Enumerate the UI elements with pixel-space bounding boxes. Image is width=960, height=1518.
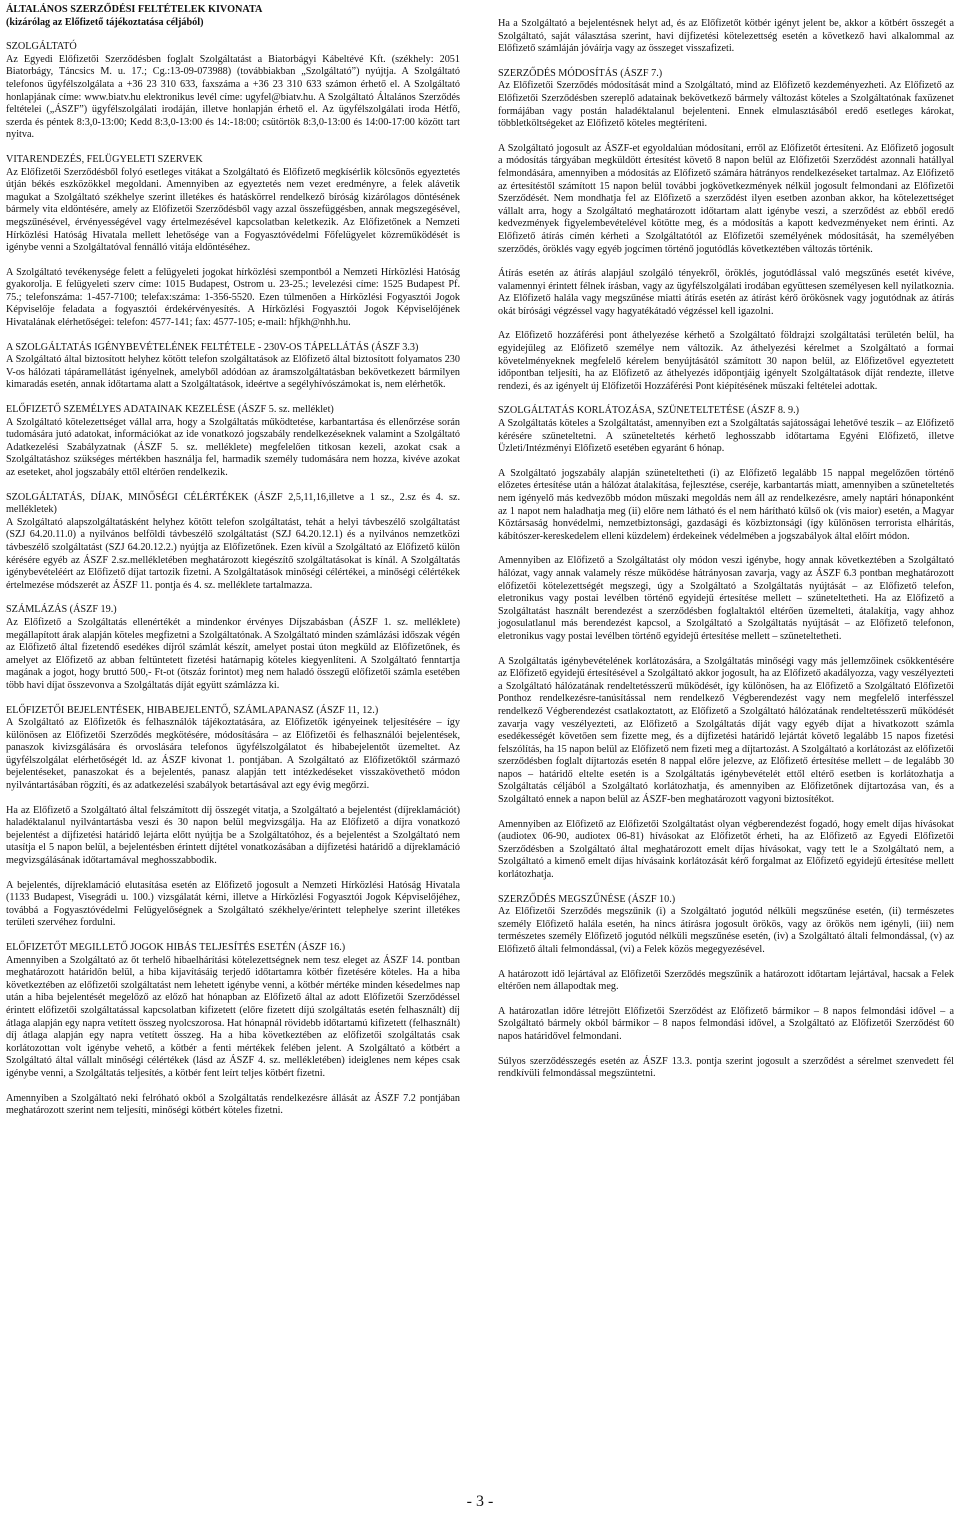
section-heading: SZOLGÁLTATÓ [6, 41, 77, 53]
section-r5 [498, 468, 954, 544]
section-text: Súlyos szerződésszegés esetén az ÁSZF 13.3. pontja szerint jogosult a szerződést a sérelmet szenvedett fél rendkívüli felmondással megszüntetni. [498, 1055, 954, 1080]
section-text: Átírás esetén az átírás alapjául szolgáló tényekről, öröklés, jogutódlással való megszűnés esetét kivéve, valamennyi érintett félnek írásban, vagy az ügyfélszolgálati irodában együttesen személyesen kell nyilatkoznia. Az Előfizető halála vagy megszűnése miatti átírás esetén az átírást kérő örökösnek vagy jogutódnak az átírás okát bírósági végzéssel vagy hagyatékátadó végzéssel kell igazolni. [498, 268, 954, 317]
section-text: Az Egyedi Előfizetői Szerződésben foglalt Szolgáltatást a Biatorbágyi Kábeltévé Kft. (székhely: 2051 Biatorbágy, Táncsics M. u. 17.; Cg.:13-09-073988) (továbbiakban „Szolgáltató”) nyújtja. A Szolgáltató telefonos ügyfélszolgálata a +36 23 310 633, faxszáma a +36 23 310 633 számon érhető el. A Szolgáltató honlapjának címe: www.biatv.hu elektronikus levél címe: ugyfel@biatv.hu. A Szolgáltató Általános Szerződés feltételei („ÁSZF”) ügyfélszolgálati irodáján, illetve honlapján érhető el. Az ügyfélszolgálati iroda Hétfő, szerda és péntek 8:3,0-13:00; Kedd 8:3,0-13:00 és 14:-18:00; csütörtök 8:3,0-13:00 és 14:00-17:00 között tart nyitva. [6, 53, 460, 141]
section-text: Az Előfizetői Szerződés módosítását mind a Szolgáltató, mind az Előfizető kezdeményezheti. Az Előfizető az Előfizetői Szerződésben szereplő adatainak bekövetkező bármely változást köteles a Szolgáltatónak faxüzenet formájában vagy postán haladéktalanul bejelenteni. Ennek elmulasztásából eredő esetleges károkat, többletköltségeket az Előfizető köteles megtéríteni. [498, 80, 954, 130]
document-header [6, 4, 460, 29]
section-heading: SZERZŐDÉS MEGSZŰNÉSE (ÁSZF 10.) [498, 893, 676, 905]
section-igeny [6, 342, 460, 392]
section-adat [6, 404, 460, 480]
section-heading: SZERZŐDÉS MÓDOSÍTÁS (ÁSZF 7.) [498, 67, 663, 79]
section-meg [498, 894, 954, 957]
section-vita [6, 154, 460, 255]
section-felugy [6, 267, 460, 330]
section-text: A Szolgáltató kötelezettséget vállal arra, hogy a Szolgáltatás működtetése, karbantartása és ellenőrzése során tudomására jutó adatokat, információkat az ide vonatkozó jogszabály rendelkezéseknek valamint a Szolgáltató Adatkezelési Szabályzatnak (ÁSZF 5. sz. melléklete) megfelelően titkosan kezeli, azokat csak a Szolgáltatáshoz szükséges mértékben használja fel, harmadik személy tudomására nem hozza, kivéve azokat az eseteket, ahol jogszabály ettől eltérően rendelkezik. [6, 416, 460, 478]
section-heading: ELŐFIZETŐT MEGILLETŐ JOGOK HIBÁS TELJESÍTÉS ESETÉN (ÁSZF 16.) [6, 942, 346, 953]
section-kotb [6, 1093, 460, 1118]
section-heading: ELŐFIZETŐI BEJELENTÉSEK, HIBABEJELENTŐ, SZÁMLAPANASZ (ÁSZF 11, 12.) [6, 704, 379, 716]
section-text: A Szolgáltató jogszabály alapján szüneteltetheti (i) az Előfizető legalább 15 nappal megelőzően történő előzetes értesítése után a hálózat átalakítása, fejlesztése, cseréje, karbantartás miatt, amennyiben a szüneteltetés nem igényelő más kedvezőbb módon műszaki megoldás nem áll az rendelkezésre, amely naptári hónaponként az 1 napot nem haladhatja meg (ii) előre nem látható és el nem hárítható külső ok (vis maior) esetén, a Magyar Köztársaság honvédelmi, nemzetbiztonsági, gazdasági és közbiztonsági (így különösen terrorista elhárítás, kábítószer-kereskedelem elleni küzdelem) érdekeinek védelmében a jogszabályok által előírt módon. [498, 467, 954, 542]
section-heading: SZÁMLÁZÁS (ÁSZF 19.) [6, 604, 117, 616]
section-hibas [6, 942, 460, 1081]
section-text: Amennyiben az Előfizető a Szolgáltatást oly módon veszi igénybe, hogy annak következtében a Szolgáltató hálózat, vagy annak valamely része működése hátrányosan zavarja, vagy az ÁSZF 6.3 pontban meghatározott előfizetői kötelezettségét megszegi, úgy a Szolgáltató a Szolgáltatás nyújtását – az Előfizető telefon, eletronikus vagy postai levélben történő egyidejű értesítése mellett – szüneteltetheti. Ha az Előfizető a Szolgáltatást használt berendezést a szerződésben foglaltaktól eltérően üzemelteti, átalakítja, vagy ahhoz jogosulatlanul más berendezést kapcsol, a Szolgáltató a Szolgáltatás nyújtását – az Előfizető telefonon, eletronikus vagy postai levélben történő egyidejű értesítése mellett – szüneteltetheti. [498, 555, 954, 642]
right-column [498, 18, 954, 1093]
section-heading: ELŐFIZETŐ SZEMÉLYES ADATAINAK KEZELÉSE (ÁSZF 5. sz. melléklet) [6, 404, 334, 416]
section-heading: SZOLGÁLTATÁS KORLÁTOZÁSA, SZÜNETELTETÉSE (ÁSZF 8. 9.) [498, 405, 800, 417]
section-text: Amennyiben az Előfizető az Előfizetői Szolgáltatást olyan végberendezést fogadó, hogy emelt díjas hívásokat (audiotex 06-90, audiotex 06-81) hívásokat az Előfizetőt érheti, ha az Előfizető az Egyedi Előfizetői Szerződésben a Szolgáltató által meghatározott emelt díjas hívásokat, vagy tett le a Szolgáltató nem, a Szolgáltató a kimenő emelt díjas hívásaink korlátozását kérő forgalmat az Előfizető egyidejű értesítése mellett korlátozhatja. [498, 818, 954, 881]
section-r2 [498, 143, 954, 256]
section-text: Az Előfizetői Szerződésből folyó esetleges vitákat a Szolgáltató és Előfizető megkísérlik kölcsönös egyeztetés útján békés eszközökkel megoldani. Amennyiben az egyeztetés nem vezet eredményre, a felek alávetik magukat a Szolgáltató székhelye szerint illetékes és hatáskörrel rendelkező bíróság kizárólagos döntésének bármely vita eldöntésére, amely az Előfizetői Szerződésből vagy azzal összefüggésben, annak megszegésével, megszűnésével, érvényességével vagy értelmezésével kapcsolatban keletkezik. Az Előfizetőnek a Nemzeti Hírközlési Hatóság Hivatala mellett lehetősége van a Fogyasztóvédelmi Főfelügyelet közreműködését is igénybe venni a Szolgáltatóval fennálló vitája eldöntéséhez. [6, 166, 460, 254]
section-heading: A SZOLGÁLTATÁS IGÉNYBEVÉTELÉNEK FELTÉTELE - 230V-OS TÁPELLÁTÁS (ÁSZF 3.3) [6, 341, 419, 353]
section-heading: VITARENDEZÉS, FELÜGYELETI SZERVEK [6, 153, 203, 165]
section-r3 [498, 268, 954, 318]
section-text: A bejelentés, díjreklamáció elutasítása esetén az Előfizető jogosult a Nemzeti Hírközlési Hatóság Hivatala (1133 Budapest, Visegrádi u. 100.) vizsgálatát kérni, illetve a Hírközlési Fogyasztói Jogok Képviselőjéhez, továbbá a Fogyasztóvédelmi Felügyelőségnek a Szolgáltató székhelye/érintett telephelye szerint illetékes területi szervéhez fordulni. [6, 879, 460, 929]
section-reklam [6, 805, 460, 868]
section-text: A Szolgáltató jogosult az ÁSZF-et egyoldalúan módosítani, erről az Előfizetőt értesíteni. Az Előfizető jogosult a módosítás tárgyában megküldött értesítést követő 8 napon belül az Előfizetői Szerződést azonnali hatállyal felmondására, amennyiben a módosítás az Előfizető számára hátrányos rendelkezéseket tartalmaz. Az Előfizető az értesítéstől számított 15 napon belül további jogkövetkezmények nélkül jogosult felmondani az Előfizetői Szerződését. Nem mondhatja fel az Előfizető a szerződést ilyen esetben azonban akkor, ha kötelezettséget vállalt arra, hogy a Szolgáltató meghatározott időtartam alatt igénybe veszi, a szerződést az ebből eredő kedvezmények figyelembevételével kötötte meg, és a módosítás a kapott kedvezményeket nem érinti. Az Előfizető átírás címén kérheti a Szolgáltatótól az Előfizetői személyének módosítását, ha személyében szerződés, öröklés vagy egyéb jogcímen történő jogutódlás következtében változás történik. [498, 142, 954, 255]
section-text: Ha a Szolgáltató a bejelentésnek helyt ad, és az Előfizetőt kötbér igényt jelent be, akkor a kötbért összegét a Szolgáltató, saját választása szerint, havi díjfizetési kötelezettség esetén a következő havi alkalommal az Előfizető számláján jóváírja vagy az összeget visszafizeti. [498, 18, 954, 55]
section-r7 [498, 656, 954, 807]
section-text: Amennyiben a Szolgáltató az őt terhelő hibaelhárítási kötelezettségnek nem tesz eleget az ÁSZF 14. pontban meghatározott határidőn belül, a hiba kijavításáig terjedő időtartamra kötbér fizetésére köteles. Ha a hiba következtében az előfizetői szolgáltatást nem lehetett igénybe venni, a kötbér mértéke minden késedelmes nap után a hiba bejelentését megelőző az előző hat hónapban az Előfizető által az adott Előfizetői Szerződéssel érintett előfizetői szolgáltatással kapcsolatban kifizetett (előre fizetett díjú szolgáltatás esetén felhasznált) díj átlaga alapján egy napra vetített összeg nyolcszorosa. Hat hónapnál rövidebb időtartamú kifizetett (felhasznált) díj átlaga alapján egy napra vetített összeg. Ha a hiba következtében az előfizetői szolgáltatás csak korlátozottan volt igénybe vehető, a kötbér a fenti mértékek felében jelent. A Szolgáltató a kötbért a Szolgáltató által vállalt minőségi célértékek (lásd az ÁSZF 4. sz. mellékletében) ideiglenes nem képes csak igénybe venni, a Szolgáltatás teljesítés, a kötbér fent leírt teljes kötbért fizetni. [6, 954, 460, 1079]
section-heading: SZOLGÁLTATÁS, DÍJAK, MINŐSÉGI CÉLÉRTÉKEK (ÁSZF 2,5,11,16,illetve a 1 sz., 2.sz és 4. sz. mellékletek) [6, 491, 460, 516]
section-korl [498, 405, 954, 455]
document-title: ÁLTALÁNOS SZERZŐDÉSI FELTÉTELEK KIVONATA [6, 4, 263, 15]
document-subtitle: (kizárólag az Előfizető tájékoztatása céljából) [6, 16, 204, 28]
section-text: Az Előfizető hozzáférési pont áthelyezése kérhető a Szolgáltató földrajzi szolgáltatási területén belül, ha egyidejűleg az Előfizető személye nem változik. Az áthelyezési kérelmet a Szolgáltató a formai követelményeknek megfelelő kérelem benyújtásától számított 30 napon belül, az Előfizetővel egyeztetett időpontban teljesíti, ha az Előfizető az áthelyezés időpontjáig igényelt Szolgáltatások díját rendezte, illetve rendezi, és az igényelt új Előfizetői Hozzáférési Pont kiépítésének műszaki feltételei adottak. [498, 330, 954, 392]
section-text: A határozott idő lejártával az Előfizetői Szerződés megszűnik a határozott időtartam lejártával, hacsak a Felek eltérően nem állapodtak meg. [498, 968, 954, 993]
section-r11 [498, 1056, 954, 1081]
section-text: Amennyiben a Szolgáltató neki felróható okból a Szolgáltatás rendelkezésre állását az ÁSZF 7.2 pontjában meghatározott szerint nem teljesíti, minőségi kötbért köteles fizetni. [6, 1092, 460, 1117]
section-text: Ha az Előfizető a Szolgáltató által felszámított díj összegét vitatja, a Szolgáltató a bejelentést (díjreklamációt) haladéktalanul nyilvántartásba veszi és 30 napon belül megvizsgálja. Ha az Előfizető a díjra vonatkozó bejelentést a díjfizetési határidő lejárta előtt nyújtja be a Szolgáltatóhoz, és a bejelentést a Szolgáltató nem utasítja el 5 napon belül, a bejelentésben érintett díjtétel vonatkozásában a díjfizetési határidő a díjreklamáció megvizsgálásának időtartamával meghosszabbodik. [6, 804, 460, 867]
section-text: Az Előfizetői Szerződés megszűnik (i) a Szolgáltató jogutód nélküli megszűnése esetén, (ii) természetes személy Előfizető halála esetén, ha nincs átírásra jogosult örökös, vagy az örökös nem igényli, (iii) nem természetes személy Előfizető jogutód nélküli megszűnése esetén, (iv) a Szolgáltató általi felmondással, (v) az Előfizető általi felmondással, (vi) a Felek közös megegyezésével. [498, 906, 954, 955]
section-text: A Szolgáltatás igénybevételének korlátozására, a Szolgáltatás minőségi vagy más jellemzőinek csökkentésére az Előfizető egyidejű értesítésével a Szolgáltató akkor jogosult, ha az Előfizető akadályozza, vagy veszélyezteti a Szolgáltató hálózatának rendeltetésszerű működését, így különösen, ha az Előfizető a Szolgáltató Előfizetői Ponthoz rendelkezésre-tanúsítással nem rendelkező Végberendezést vagy nem megfelelő interfésszel rendelkező Végberendezést csatlakoztatott, az Előfizető a Szolgáltató hálózatának rendeltetésszerű működését zavarja vagy veszélyezteti, az Előfizető a Szolgáltatás díját vagy egyéb díjat a hivatkozott számla esedékességét követően sem fizette meg, és a díjfizetési határidő lejártát követő legalább 15 napos fizetési felszólítás, ha 15 napon belül az Előfizető nem fizeti meg a díjtartozást. A Szolgáltató a korlátozást az előfizetői szerződésben foglalt díjtartozás esetén 8 nappal előre jelezve, az Előfizető értesítése mellett – de legalább 30 napos – határidő eltelte esetén is a Szolgáltatás igénybevételét ettől eltérő esetben is korlátozhatja a Szolgáltatás céljából a Szolgáltató korlátozhatja, és amennyiben az Előfizetőnek díjtartozása van, és a Szolgáltató ennek a napon belül az ÁSZF-ben meghatározott vagyoni biztosítékot. [498, 655, 954, 806]
section-r4 [498, 330, 954, 393]
section-r1 [498, 18, 954, 56]
section-r10 [498, 1006, 954, 1044]
section-text: A Szolgáltató által biztosított helyhez kötött telefon szolgáltatások az Előfizető által biztosított folyamatos 230 V-os hálózati tápáramellátást igényelnek, amelyből adódóan az áramszolgáltatásban bekövetkezett bármilyen kimaradás esetén, annak időtartama alatt a Szolgáltatások, ideértve a segélyhívószámokat is, nem elérhetők. [6, 354, 460, 391]
section-r6 [498, 555, 954, 643]
section-dij [6, 492, 460, 593]
section-text: A határozatlan időre létrejött Előfizetői Szerződést az Előfizető bármikor – 8 napos felmondási idővel – a Szolgáltató bármely okból bármikor – 8 napos felmondási idővel, a Szolgáltató az Előfizetői Szerződést 60 napos határidővel felmondani. [498, 1005, 954, 1042]
section-szamla [6, 604, 460, 692]
section-r9 [498, 969, 954, 994]
section-szolg [6, 41, 460, 142]
section-bejel [6, 705, 460, 793]
section-text: A Szolgáltatás köteles a Szolgáltatást, amennyiben ezt a Szolgáltatás sajátosságai lehetővé teszik – az Előfizető kérésére szüneteltetni. A szüneteltetés kérhető leghosszabb időtartama Egyéni Előfizető, illetve Üzleti/Intézményi Előfizető esetében egyaránt 6 hónap. [498, 418, 954, 455]
section-text: Az Előfizető a Szolgáltatás ellenértékét a mindenkor érvényes Díjszabásban (ÁSZF 1. sz. melléklete) megállapított árak alapján köteles megfizetni a Szolgáltatónak. A Szolgáltató minden számlázási időszak végén az Előfizető által fizetendő esedékes díjról számlát készít, amelyet postai úton megküld az Előfizetőnek, és amelyet az Előfizető az abban feltüntetett fizetési határnapig köteles kiegyenlíteni. A Szolgáltató fenntartja magának a jogot, hogy bruttó 500,- Ft-ot (ötszáz forintot) meg nem haladó összegű előfizetői számla esetében több havi díjat összevonva a Szolgáltatás díját együtt számlázza ki. [6, 616, 460, 691]
left-column [6, 4, 460, 1130]
section-text: A Szolgáltató alapszolgáltatásként helyhez kötött telefon szolgáltatást, tehát a helyi távbeszélő szolgáltatást (SZJ 64.20.11.0) a nyilvános belföldi távbeszélő szolgáltatást (SZJ 64.20.12.1) és a nyilvános nemzetközi távbeszélő szolgáltatást (SZJ 64.20.12.2.) nyújtja az Előfizetőnek. Ezen kívül a Szolgáltató az Előfizető külön kérésére egyéb az ÁSZF 2.sz.mellékletében meghatározott kiegészítő szolgáltatásokat is kínál. A Szolgáltatás igénybevételéért az Előfizető díjat tartozik fizetni. A Szolgáltatások minőségi célértékei, a minőségi célértékek értelmezése módszerét az ÁSZF 11. pontja és 4. sz. melléklete tartalmazza. [6, 516, 460, 591]
section-mod [498, 68, 954, 131]
section-text: A Szolgáltató tevékenysége felett a felügyeleti jogokat hírközlési szempontból a Nemzeti Hírközlési Hatóság gyakorolja. E felügyeleti szerv címe: 1015 Budapest, Ostrom u. 23-25.; levelezési címe: 1525 Budapest Pf. 75.; telefonszáma: 1-457-7100; telefax:száma: 1-356-5520. Ezen túlmenően a Hírközlési Fogyasztói Jogok Képviselője feladata a fogyasztói érdekérvényesítés. A Hírközlési Fogyasztói Jogok Képviselőjének Hivatalának elérhetőségei: telefon: 4577-141; fax: 4577-105; e-mail: hfjkh@nhh.hu. [6, 266, 460, 329]
page-number: - 3 - [466, 1493, 494, 1510]
section-elut [6, 880, 460, 930]
section-r8 [498, 819, 954, 882]
section-text: A Szolgáltató az Előfizetők és felhasználók tájékoztatására, az Előfizetők igényeinek teljesítésére – így különösen az Előfizetői Szerződés megkötésére, módosítására – az Előfizetői és felhasználói bejelentések, panaszok kivizsgálására és orvoslására telefonos ügyfélszolgálatot és hibabejelentőt üzemeltet. Az ügyfélszolgálat elérhetőségét ld. az ÁSZF kivonat 1. pontjában. A Szolgáltató az Előfizetőktől származó bejelentéseket, panaszokat és a bejelentés, panasz alapján tett intézkedéseket visszakövethető módon nyilvántartásában rögzíti, és az adatkezelési szabályok betartásával azt egy évig megőrzi. [6, 717, 460, 792]
